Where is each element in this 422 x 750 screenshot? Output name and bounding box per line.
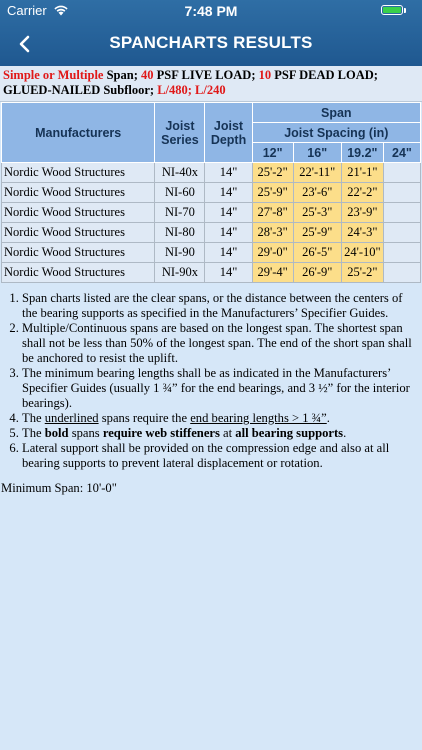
depth-cell: 14" [205, 183, 252, 203]
span-cell: 25'-9" [252, 183, 293, 203]
manufacturer-cell: Nordic Wood Structures [2, 263, 155, 283]
battery-icon [381, 5, 403, 15]
span-cell-empty [383, 243, 420, 263]
table-row [2, 163, 421, 183]
depth-cell: 14" [205, 163, 252, 183]
series-cell: NI-80 [155, 223, 205, 243]
carrier-label: Carrier [7, 3, 47, 18]
note-text: . [326, 411, 330, 425]
note-text: The [22, 426, 45, 440]
table-row [2, 223, 421, 243]
status-time: 7:48 PM [184, 3, 238, 19]
note-item [22, 426, 418, 441]
note-item: 2. Multiple/Continuous spans are based on the longest span. The shortest span shall not be less than 50% of the longest span. The end of the short span shall be anchored to resist the uplift. [22, 321, 418, 366]
page-title: SPANCHARTS RESULTS [109, 33, 313, 52]
deflection-limits: L/480; L/240 [157, 83, 226, 97]
note-text-underlined: underlined [44, 411, 99, 425]
manufacturer-cell: Nordic Wood Structures [2, 243, 155, 263]
note-text: . [343, 426, 347, 440]
span-type: Simple or Multiple [3, 68, 104, 82]
depth-cell: 14" [205, 243, 252, 263]
span-cell: 28'-3" [252, 223, 293, 243]
span-cell: 25'-9" [293, 223, 341, 243]
load-summary [0, 66, 422, 102]
manufacturer-cell: Nordic Wood Structures [2, 203, 155, 223]
notes-list [0, 291, 418, 471]
span-cell: 21'-1" [341, 163, 383, 183]
top-bar [0, 0, 422, 66]
summary-text: PSF DEAD LOAD; GLUED-NAILED Subfloor; [3, 68, 378, 97]
depth-cell: 14" [205, 263, 252, 283]
note-text: The [22, 411, 45, 425]
table-row [2, 243, 421, 263]
span-cell: 22'-11" [293, 163, 341, 183]
span-cell: 27'-8" [252, 203, 293, 223]
table-row [2, 263, 421, 283]
note-item [22, 411, 418, 426]
header-span: Span [252, 103, 420, 123]
header-joist-series: Joist Series [155, 103, 205, 163]
dead-load-value: 10 [258, 68, 272, 82]
note-text: spans [68, 426, 103, 440]
note-text-underlined: end bearing lengths > 1 ¾” [190, 411, 327, 425]
span-cell: 24'-3" [341, 223, 383, 243]
note-item: 6. Lateral support shall be provided on the compression edge and also at all bearing supports to prevent lateral displacement or rotation. [22, 441, 418, 471]
span-table [1, 102, 421, 283]
note-text: at [219, 426, 236, 440]
span-cell: 25'-3" [293, 203, 341, 223]
span-cell: 24'-10" [341, 243, 383, 263]
table-row [2, 183, 421, 203]
series-cell: NI-90x [155, 263, 205, 283]
span-cell: 26'-5" [293, 243, 341, 263]
manufacturer-cell: Nordic Wood Structures [2, 223, 155, 243]
header-spacing-24: 24" [383, 143, 420, 163]
status-bar [0, 0, 422, 22]
span-cell-empty [383, 203, 420, 223]
span-cell-empty [383, 183, 420, 203]
note-text-bold: all bearing supports [235, 426, 344, 440]
series-cell: NI-70 [155, 203, 205, 223]
live-load-value: 40 [141, 68, 154, 82]
series-cell: NI-60 [155, 183, 205, 203]
span-cell: 29'-0" [252, 243, 293, 263]
header-spacing-16: 16" [293, 143, 341, 163]
depth-cell: 14" [205, 223, 252, 243]
battery-tip [404, 8, 406, 13]
note-text-bold: bold [44, 426, 69, 440]
span-cell-empty [383, 263, 420, 283]
nav-bar [0, 22, 422, 66]
span-cell: 22'-2" [341, 183, 383, 203]
note-text-bold: require web stiffeners [102, 426, 220, 440]
series-cell: NI-90 [155, 243, 205, 263]
note-item: 1. Span charts listed are the clear spans, or the distance between the centers of the bearing supports as specified in the Manufacturers’ Specifier Guides. [22, 291, 418, 321]
summary-text: Span; [103, 68, 141, 82]
span-cell: 25'-2" [252, 163, 293, 183]
header-spacing-12: 12" [252, 143, 293, 163]
span-cell: 29'-4" [252, 263, 293, 283]
manufacturer-cell: Nordic Wood Structures [2, 183, 155, 203]
span-cell: 23'-6" [293, 183, 341, 203]
series-cell: NI-40x [155, 163, 205, 183]
note-item: 3. The minimum bearing lengths shall be as indicated in the Manufacturers’ Specifier Guides (usually 1 ¾” for the end bearings, and 3 ½” for the interior bearings). [22, 366, 418, 411]
header-joist-depth: Joist Depth [205, 103, 252, 163]
span-cell: 26'-9" [293, 263, 341, 283]
note-text: spans require the [98, 411, 191, 425]
span-cell-empty [383, 163, 420, 183]
depth-cell: 14" [205, 203, 252, 223]
header-manufacturers: Manufacturers [2, 103, 155, 163]
span-cell-empty [383, 223, 420, 243]
header-spacing-19-2: 19.2" [341, 143, 383, 163]
summary-text: PSF LIVE LOAD; [153, 68, 259, 82]
table-row [2, 203, 421, 223]
header-joist-spacing: Joist Spacing (in) [252, 123, 420, 143]
span-cell: 23'-9" [341, 203, 383, 223]
manufacturer-cell: Nordic Wood Structures [2, 163, 155, 183]
minimum-span: Minimum Span: 10'-0" [1, 481, 117, 495]
span-cell: 25'-2" [341, 263, 383, 283]
results-content [0, 66, 422, 496]
